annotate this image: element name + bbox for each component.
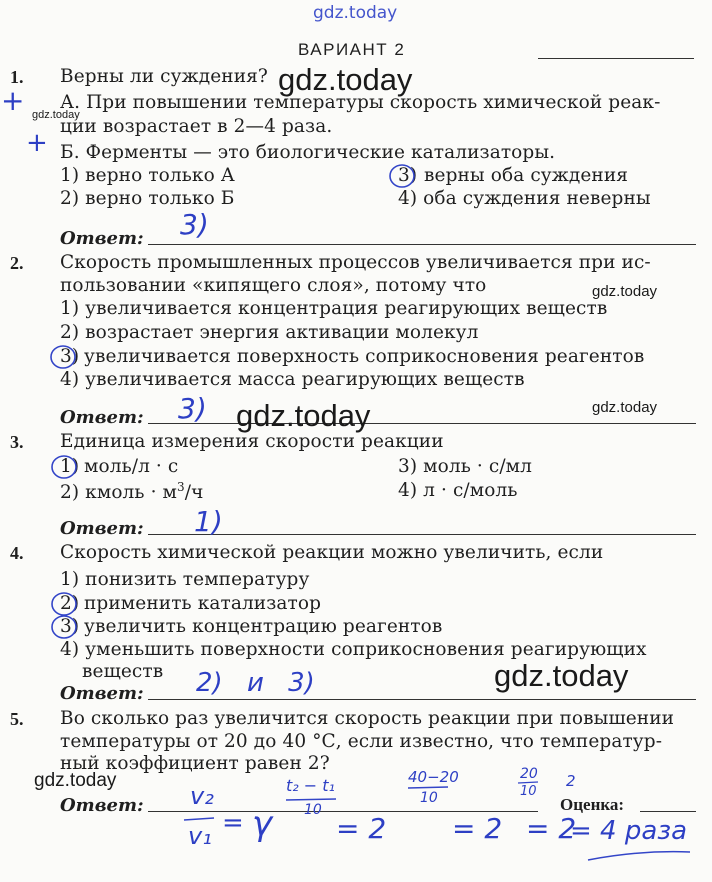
q2-option-4: 4) увеличивается масса реагирующих веществ	[60, 369, 525, 390]
q5-hand-exp2-den: 10	[420, 790, 438, 806]
q5-hand-exp: t₂ − t₁	[286, 776, 335, 795]
q1-text: Верны ли суждения?	[60, 66, 268, 87]
q3-option-2-text: 2) кмоль · м	[60, 482, 178, 504]
q2-circle	[51, 346, 75, 368]
q1-option-3-number: 3)	[398, 165, 418, 186]
q5-hand-exp3-num: 20	[520, 766, 538, 782]
q1-option-3: верны оба суждения	[424, 165, 629, 186]
q5-hand-exp-den: 10	[304, 802, 322, 818]
watermark: gdz.today	[278, 62, 413, 97]
q5-hand-exp3-den: 10	[520, 784, 537, 799]
q3-option-4: 4) л · с/моль	[398, 480, 518, 501]
q4-option-2-number: 2)	[60, 593, 80, 614]
q3-option-1: моль/л · с	[84, 456, 179, 477]
q5-hand-eq3: = 2	[452, 812, 503, 845]
q1-statement-a-line1: А. При повышении температуры скорость химической реак-	[60, 92, 661, 113]
q3-text: Единица измерения скорости реакции	[60, 431, 444, 452]
q5-text-line1: Во сколько раз увеличится скорость реакции при повышении	[60, 708, 675, 729]
q5-exp3-bar	[518, 782, 538, 783]
q5-exp-bar	[286, 799, 336, 800]
q5-hand-exp4: 2	[566, 772, 576, 790]
q4-circle-3	[52, 616, 76, 638]
q1-statement-a-line2: ции возрастает в 2—4 раза.	[60, 116, 333, 137]
q4-option-1: 1) понизить температуру	[60, 569, 310, 590]
watermark-small: gdz.today	[592, 399, 658, 416]
q5-hand-result: = 4 раза	[570, 816, 688, 846]
q1-option-1: 1) верно только А	[60, 165, 235, 186]
q5-answer-label: Ответ:	[60, 795, 144, 816]
watermark-small: gdz.today	[32, 109, 80, 121]
watermark: gdz.today	[236, 398, 371, 433]
q3-answer-handwritten: 1)	[194, 505, 223, 538]
q4-option-4-line1: 4) уменьшить поверхности соприкосновения реагирующих	[60, 639, 647, 660]
q4-text: Скорость химической реакции можно увеличить, если	[60, 542, 604, 563]
q4-answer-handwritten: 2) и 3)	[196, 668, 315, 698]
q3-option-2-sup: 3	[177, 480, 185, 494]
q2-option-3-number: 3)	[60, 346, 80, 367]
q5-hand-gamma: γ	[252, 804, 273, 844]
q4-option-3-number: 3)	[60, 616, 80, 637]
q5-hand-eq1: =	[222, 808, 244, 838]
watermark: gdz.today	[34, 770, 117, 791]
q4-option-2: применить катализатор	[84, 593, 322, 614]
q5-underline	[588, 852, 690, 860]
q1-circle	[390, 165, 414, 187]
q2-text-line2: пользовании «кипящего слоя», потому что	[60, 275, 487, 296]
q1-mark-a: +	[1, 84, 25, 117]
q3-number: 3.	[10, 432, 24, 452]
q2-text-line1: Скорость промышленных процессов увеличивается при ис-	[60, 252, 651, 273]
q2-number: 2.	[10, 253, 24, 273]
site-stamp: gdz.today	[313, 3, 398, 23]
watermark: gdz.today	[494, 658, 629, 693]
q3-option-3: 3) моль · с/мл	[398, 456, 532, 477]
q1-option-2: 2) верно только Б	[60, 188, 235, 209]
q1-answer-handwritten: 3)	[180, 208, 209, 241]
q3-option-2-tail: /ч	[184, 482, 204, 504]
q4-circle-2	[52, 593, 76, 615]
q5-hand-exp2-num: 40−20	[408, 768, 459, 786]
q1-mark-b: +	[26, 128, 48, 158]
q2-option-3: увеличивается поверхность соприкосновения реагентов	[84, 346, 645, 367]
q3-answer-label: Ответ:	[60, 518, 144, 539]
q5-hand-eq2: = 2	[336, 812, 387, 845]
q5-exp2-bar	[408, 787, 448, 788]
q4-option-3: увеличить концентрацию реагентов	[84, 616, 443, 637]
q2-option-2: 2) возрастает энергия активации молекул	[60, 322, 479, 343]
q5-number: 5.	[10, 709, 24, 729]
q1-answer-label: Ответ:	[60, 228, 144, 249]
q5-fraction-bar	[184, 818, 214, 820]
q5-text-line2: температуры от 20 до 40 °С, если известно, что температур-	[60, 731, 663, 752]
q4-answer-label: Ответ:	[60, 683, 144, 704]
q2-option-1: 1) увеличивается концентрация реагирующих веществ	[60, 298, 608, 319]
variant-title: ВАРИАНТ 2	[298, 40, 406, 59]
q4-number: 4.	[10, 543, 24, 563]
watermark-small: gdz.today	[592, 283, 658, 300]
q5-hand-v2: v₂	[190, 782, 214, 810]
q2-answer-label: Ответ:	[60, 407, 144, 428]
q5-text-line3: ный коэффициент равен 2?	[60, 753, 330, 774]
q4-option-4-line2: веществ	[82, 661, 164, 682]
q1-number: 1.	[10, 67, 24, 87]
q5-grade-label: Оценка:	[560, 795, 625, 814]
q5-hand-eq4: = 2	[526, 812, 577, 845]
q3-option-1-number: 1)	[60, 456, 80, 477]
q1-option-4: 4) оба суждения неверны	[398, 188, 651, 209]
q5-hand-v1: v₁	[188, 822, 212, 850]
q1-statement-b: Б. Ферменты — это биологические катализаторы.	[60, 142, 556, 163]
q3-circle	[52, 456, 76, 478]
q2-answer-handwritten: 3)	[178, 392, 207, 425]
